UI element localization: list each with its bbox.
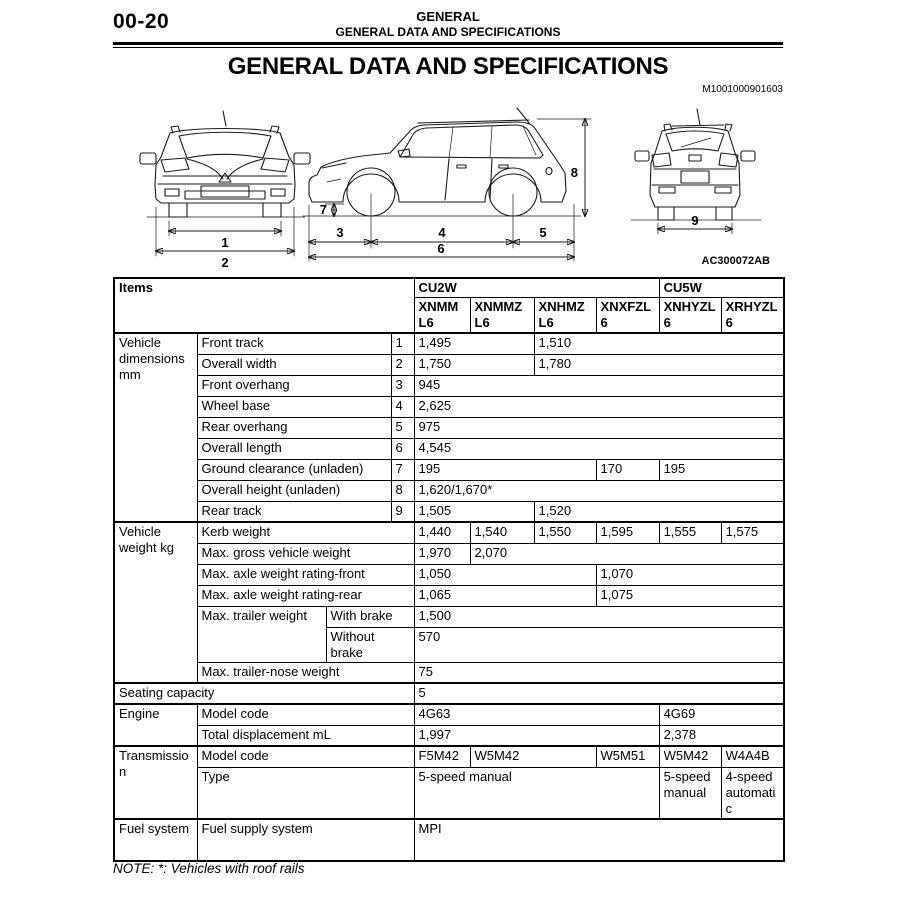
dim-label-overall-height: 8 — [570, 165, 578, 180]
table-row — [114, 564, 784, 585]
table-row — [114, 417, 784, 438]
col-header-cu2w: CU2W — [414, 278, 659, 298]
value-cell: F5M42 — [414, 746, 470, 767]
value-cell: 4-speed automatic — [721, 767, 784, 819]
vehicle-dimensions-figure — [113, 103, 783, 273]
dim-ref-number: 2 — [391, 354, 414, 375]
value-cell: 195 — [414, 459, 596, 480]
dim-ref-number: 3 — [391, 375, 414, 396]
value-cell: 5 — [414, 683, 784, 704]
running-header — [113, 9, 783, 40]
group-label-fuel-system: Fuel system — [114, 819, 197, 861]
value-cell: 1,075 — [596, 585, 784, 606]
front-view-drawing — [140, 111, 310, 270]
value-cell: 570 — [414, 627, 784, 662]
table-row — [114, 522, 784, 543]
value-cell: 1,595 — [596, 522, 659, 543]
document-code: M1001000901603 — [702, 84, 783, 95]
value-cell: W4A4B — [721, 746, 784, 767]
table-row — [114, 606, 784, 627]
row-label: Max. trailer-nose weight — [197, 662, 414, 683]
value-cell: 1,997 — [414, 725, 659, 746]
row-label: Model code — [197, 704, 414, 725]
dim-ref-number: 7 — [391, 459, 414, 480]
value-cell: 1,575 — [721, 522, 784, 543]
dim-label-wheel-base: 4 — [438, 225, 446, 240]
group-label-vehicle-weight: Vehicle weight kg — [114, 522, 197, 683]
value-cell: 1,620/1,670* — [414, 480, 784, 501]
footnote: NOTE: *: Vehicles with roof rails — [113, 861, 305, 876]
dim-label-overall-length: 6 — [437, 241, 445, 256]
table-row — [114, 725, 784, 746]
table-row — [114, 438, 784, 459]
table-row — [114, 501, 784, 522]
col-header-model: XNMMZL6 — [470, 298, 534, 334]
row-label: Kerb weight — [197, 522, 414, 543]
value-cell: W5M42 — [470, 746, 596, 767]
value-cell: 170 — [596, 459, 659, 480]
value-cell: 2,378 — [659, 725, 784, 746]
table-row — [114, 375, 784, 396]
value-cell: 4,545 — [414, 438, 784, 459]
group-label-vehicle-dimensions: Vehicle dimensions mm — [114, 333, 197, 522]
row-label-seating-capacity: Seating capacity — [114, 683, 414, 704]
row-label: Front overhang — [197, 375, 391, 396]
value-cell: 1,050 — [414, 564, 596, 585]
value-cell: 975 — [414, 417, 784, 438]
col-header-model: XRHYZL6 — [721, 298, 784, 334]
dim-ref-number: 8 — [391, 480, 414, 501]
running-header-subsection: GENERAL DATA AND SPECIFICATIONS — [335, 25, 561, 40]
dim-label-front-track: 1 — [221, 235, 229, 250]
col-header-items: Items — [114, 278, 414, 333]
value-cell: 195 — [659, 459, 784, 480]
table-row — [114, 333, 784, 354]
value-cell: 75 — [414, 662, 784, 683]
row-label: Max. gross vehicle weight — [197, 543, 414, 564]
table-row — [114, 704, 784, 725]
row-sublabel: Without brake — [326, 627, 414, 662]
value-cell: 1,540 — [470, 522, 534, 543]
group-label-engine: Engine — [114, 704, 197, 746]
row-label: Max. axle weight rating-front — [197, 564, 414, 585]
table-row — [114, 767, 784, 819]
col-header-model: XNMML6 — [414, 298, 470, 334]
row-label: Front track — [197, 333, 391, 354]
table-row — [114, 543, 784, 564]
row-label: Max. trailer weight — [197, 606, 326, 662]
value-cell: 1,510 — [534, 333, 784, 354]
value-cell: 1,500 — [414, 606, 784, 627]
value-cell: 1,440 — [414, 522, 470, 543]
table-row — [114, 585, 784, 606]
value-cell: 1,780 — [534, 354, 784, 375]
dim-ref-number: 6 — [391, 438, 414, 459]
value-cell: 5-speed manual — [414, 767, 659, 819]
dim-label-rear-track: 9 — [691, 213, 699, 228]
dim-ref-number: 5 — [391, 417, 414, 438]
value-cell: 1,070 — [596, 564, 784, 585]
running-header-section: GENERAL — [416, 9, 480, 24]
row-label: Overall length — [197, 438, 391, 459]
table-row — [114, 354, 784, 375]
group-label-transmission: Transmission — [114, 746, 197, 819]
dim-ref-number: 9 — [391, 501, 414, 522]
value-cell: 2,070 — [470, 543, 784, 564]
row-label: Type — [197, 767, 414, 819]
value-cell: W5M51 — [596, 746, 659, 767]
table-row — [114, 683, 784, 704]
spec-table — [113, 277, 785, 862]
row-label: Wheel base — [197, 396, 391, 417]
value-cell: 5-speed manual — [659, 767, 721, 819]
value-cell: MPI — [414, 819, 784, 861]
dim-label-front-overhang: 3 — [336, 225, 344, 240]
value-cell: 1,970 — [414, 543, 470, 564]
value-cell: 1,520 — [534, 501, 784, 522]
dim-label-overall-width: 2 — [221, 255, 229, 270]
row-label: Model code — [197, 746, 414, 767]
page-number: 00-20 — [113, 10, 170, 33]
table-row — [114, 662, 784, 683]
table-row — [114, 746, 784, 767]
table-row — [114, 396, 784, 417]
row-label: Overall width — [197, 354, 391, 375]
table-row — [114, 459, 784, 480]
figure-code: AC300072AB — [701, 255, 770, 267]
side-view-drawing — [303, 108, 591, 261]
value-cell: 2,625 — [414, 396, 784, 417]
table-row — [114, 480, 784, 501]
col-header-model: XNHYZL6 — [659, 298, 721, 334]
row-sublabel: With brake — [326, 606, 414, 627]
rear-view-drawing — [631, 109, 761, 234]
value-cell: 4G63 — [414, 704, 659, 725]
col-header-model: XNHMZL6 — [534, 298, 596, 334]
dim-ref-number: 4 — [391, 396, 414, 417]
value-cell: 1,555 — [659, 522, 721, 543]
row-label: Fuel supply system — [197, 819, 414, 861]
col-header-model: XNXFZL6 — [596, 298, 659, 334]
dim-label-ground-clearance: 7 — [319, 202, 327, 217]
row-label: Total displacement mL — [197, 725, 414, 746]
value-cell: 4G69 — [659, 704, 784, 725]
value-cell: 1,495 — [414, 333, 534, 354]
dim-ref-number: 1 — [391, 333, 414, 354]
dim-label-rear-overhang: 5 — [539, 225, 547, 240]
value-cell: W5M42 — [659, 746, 721, 767]
value-cell: 1,550 — [534, 522, 596, 543]
col-header-cu5w: CU5W — [659, 278, 784, 298]
header-rule — [113, 42, 783, 48]
value-cell: 1,065 — [414, 585, 596, 606]
value-cell: 1,750 — [414, 354, 534, 375]
row-label: Overall height (unladen) — [197, 480, 391, 501]
value-cell: 945 — [414, 375, 784, 396]
row-label: Ground clearance (unladen) — [197, 459, 391, 480]
row-label: Rear overhang — [197, 417, 391, 438]
row-label: Rear track — [197, 501, 391, 522]
value-cell: 1,505 — [414, 501, 534, 522]
page-title: GENERAL DATA AND SPECIFICATIONS — [227, 53, 669, 80]
table-row — [114, 819, 784, 861]
row-label: Max. axle weight rating-rear — [197, 585, 414, 606]
